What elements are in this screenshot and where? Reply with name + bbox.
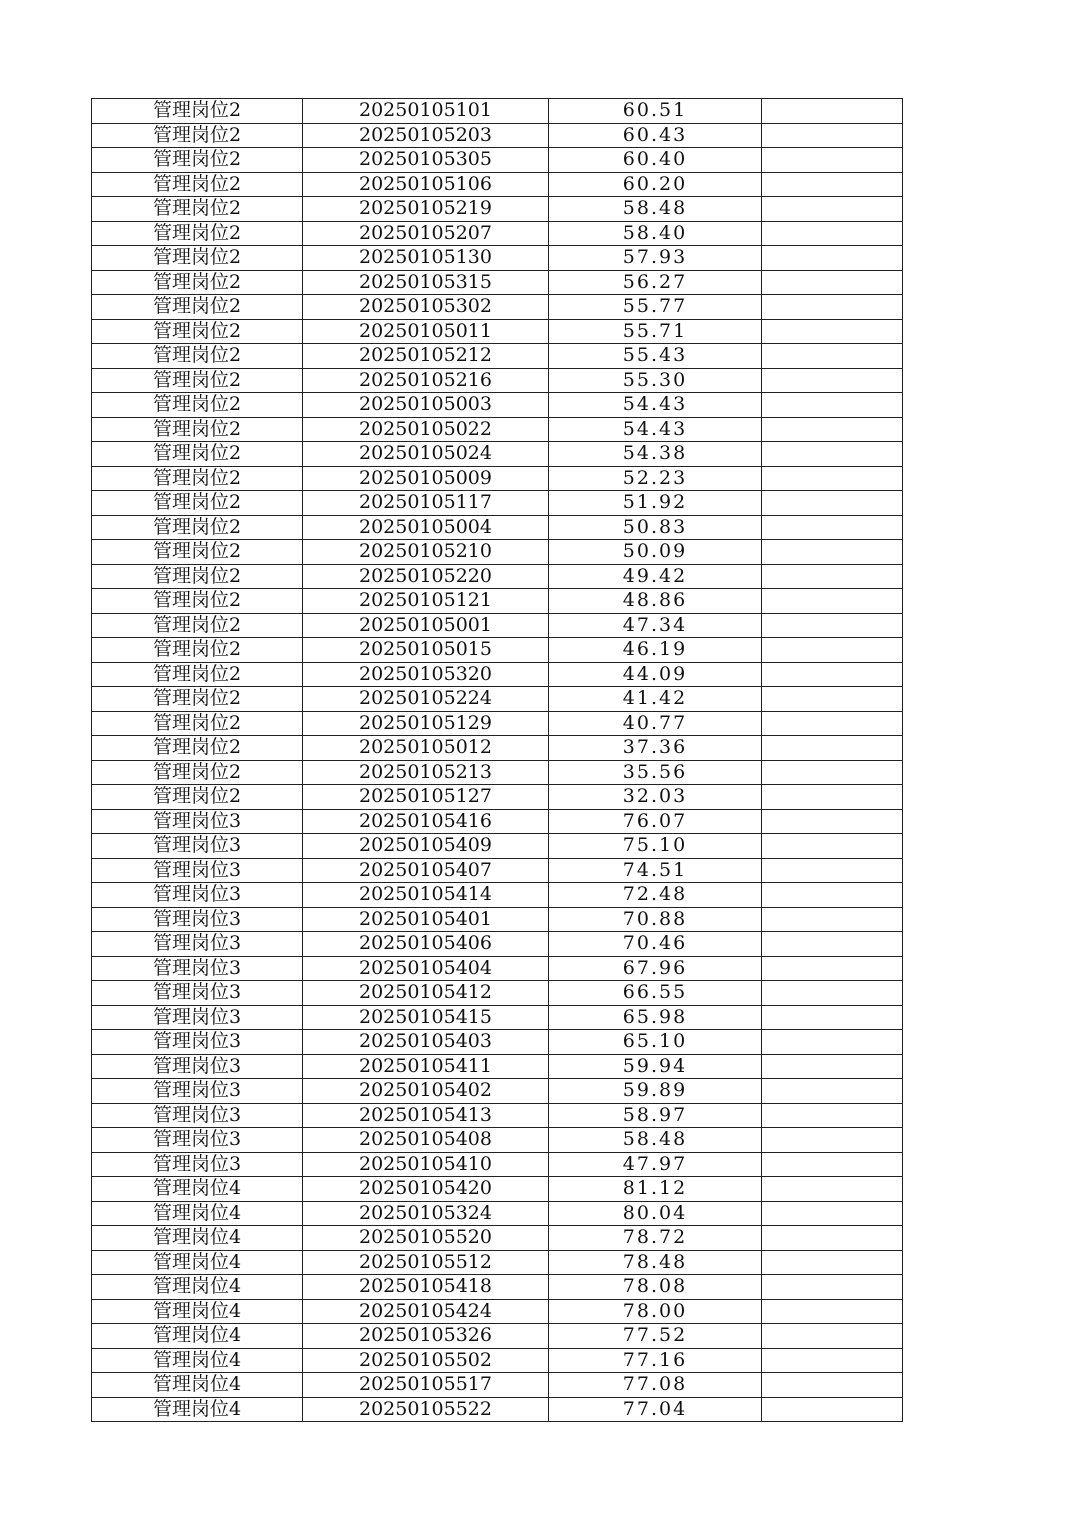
note-cell (762, 246, 903, 271)
exam-id-cell: 20250105326 (303, 1324, 549, 1349)
post-cell: 管理岗位2 (92, 99, 303, 124)
table-row (92, 295, 903, 320)
post-cell: 管理岗位4 (92, 1226, 303, 1251)
score-cell: 78.48 (549, 1250, 762, 1275)
table-row (92, 417, 903, 442)
score-cell: 55.43 (549, 344, 762, 369)
table-row (92, 1152, 903, 1177)
post-cell: 管理岗位2 (92, 344, 303, 369)
score-cell: 54.43 (549, 393, 762, 418)
post-cell: 管理岗位2 (92, 711, 303, 736)
exam-id-cell: 20250105324 (303, 1201, 549, 1226)
table-row (92, 172, 903, 197)
post-cell: 管理岗位2 (92, 736, 303, 761)
table-row (92, 1201, 903, 1226)
table-row (92, 1054, 903, 1079)
note-cell (762, 1177, 903, 1202)
post-cell: 管理岗位3 (92, 883, 303, 908)
note-cell (762, 221, 903, 246)
exam-id-cell: 20250105213 (303, 760, 549, 785)
exam-id-cell: 20250105406 (303, 932, 549, 957)
note-cell (762, 662, 903, 687)
note-cell (762, 295, 903, 320)
post-cell: 管理岗位4 (92, 1250, 303, 1275)
score-cell: 54.43 (549, 417, 762, 442)
score-cell: 52.23 (549, 466, 762, 491)
note-cell (762, 1103, 903, 1128)
note-cell (762, 515, 903, 540)
score-cell: 67.96 (549, 956, 762, 981)
note-cell (762, 858, 903, 883)
exam-id-cell: 20250105207 (303, 221, 549, 246)
score-cell: 70.46 (549, 932, 762, 957)
score-cell: 50.83 (549, 515, 762, 540)
score-cell: 60.43 (549, 123, 762, 148)
exam-id-cell: 20250105408 (303, 1128, 549, 1153)
note-cell (762, 417, 903, 442)
note-cell (762, 1226, 903, 1251)
score-cell: 55.30 (549, 368, 762, 393)
post-cell: 管理岗位3 (92, 834, 303, 859)
note-cell (762, 1275, 903, 1300)
table-row (92, 148, 903, 173)
note-cell (762, 1324, 903, 1349)
table-row (92, 711, 903, 736)
score-cell: 50.09 (549, 540, 762, 565)
note-cell (762, 785, 903, 810)
score-cell: 57.93 (549, 246, 762, 271)
table-row (92, 883, 903, 908)
note-cell (762, 1005, 903, 1030)
score-cell: 74.51 (549, 858, 762, 883)
exam-id-cell: 20250105424 (303, 1299, 549, 1324)
post-cell: 管理岗位2 (92, 564, 303, 589)
note-cell (762, 564, 903, 589)
exam-id-cell: 20250105320 (303, 662, 549, 687)
note-cell (762, 907, 903, 932)
note-cell (762, 834, 903, 859)
exam-id-cell: 20250105106 (303, 172, 549, 197)
exam-id-cell: 20250105012 (303, 736, 549, 761)
note-cell (762, 638, 903, 663)
note-cell (762, 1128, 903, 1153)
score-cell: 44.09 (549, 662, 762, 687)
exam-id-cell: 20250105512 (303, 1250, 549, 1275)
exam-id-cell: 20250105420 (303, 1177, 549, 1202)
note-cell (762, 148, 903, 173)
post-cell: 管理岗位2 (92, 172, 303, 197)
table-row (92, 1226, 903, 1251)
note-cell (762, 491, 903, 516)
exam-id-cell: 20250105409 (303, 834, 549, 859)
table-row (92, 1250, 903, 1275)
post-cell: 管理岗位2 (92, 662, 303, 687)
exam-id-cell: 20250105315 (303, 270, 549, 295)
score-cell: 77.52 (549, 1324, 762, 1349)
post-cell: 管理岗位2 (92, 295, 303, 320)
table-row (92, 809, 903, 834)
table-row (92, 344, 903, 369)
exam-id-cell: 20250105418 (303, 1275, 549, 1300)
score-cell: 60.20 (549, 172, 762, 197)
exam-id-cell: 20250105015 (303, 638, 549, 663)
post-cell: 管理岗位3 (92, 1054, 303, 1079)
table-row (92, 613, 903, 638)
note-cell (762, 1054, 903, 1079)
score-cell: 58.48 (549, 1128, 762, 1153)
note-cell (762, 981, 903, 1006)
post-cell: 管理岗位4 (92, 1299, 303, 1324)
score-cell: 78.00 (549, 1299, 762, 1324)
score-cell: 37.36 (549, 736, 762, 761)
table-row (92, 760, 903, 785)
table-row (92, 123, 903, 148)
note-cell (762, 442, 903, 467)
exam-id-cell: 20250105404 (303, 956, 549, 981)
exam-id-cell: 20250105130 (303, 246, 549, 271)
post-cell: 管理岗位3 (92, 1005, 303, 1030)
post-cell: 管理岗位4 (92, 1397, 303, 1422)
score-table (91, 98, 903, 1422)
score-cell: 55.77 (549, 295, 762, 320)
exam-id-cell: 20250105219 (303, 197, 549, 222)
note-cell (762, 589, 903, 614)
note-cell (762, 736, 903, 761)
post-cell: 管理岗位4 (92, 1373, 303, 1398)
note-cell (762, 466, 903, 491)
post-cell: 管理岗位3 (92, 1030, 303, 1055)
post-cell: 管理岗位4 (92, 1177, 303, 1202)
score-cell: 47.97 (549, 1152, 762, 1177)
exam-id-cell: 20250105127 (303, 785, 549, 810)
exam-id-cell: 20250105216 (303, 368, 549, 393)
score-cell: 65.98 (549, 1005, 762, 1030)
post-cell: 管理岗位2 (92, 393, 303, 418)
table-row (92, 687, 903, 712)
table-row (92, 1324, 903, 1349)
table-row (92, 858, 903, 883)
exam-id-cell: 20250105305 (303, 148, 549, 173)
post-cell: 管理岗位3 (92, 981, 303, 1006)
exam-id-cell: 20250105129 (303, 711, 549, 736)
table-row (92, 246, 903, 271)
table-row (92, 319, 903, 344)
exam-id-cell: 20250105411 (303, 1054, 549, 1079)
post-cell: 管理岗位2 (92, 515, 303, 540)
score-cell: 78.08 (549, 1275, 762, 1300)
table-row (92, 221, 903, 246)
score-cell: 54.38 (549, 442, 762, 467)
table-row (92, 785, 903, 810)
score-cell: 77.08 (549, 1373, 762, 1398)
score-cell: 59.94 (549, 1054, 762, 1079)
exam-id-cell: 20250105224 (303, 687, 549, 712)
table-row (92, 99, 903, 124)
note-cell (762, 368, 903, 393)
score-cell: 80.04 (549, 1201, 762, 1226)
post-cell: 管理岗位2 (92, 638, 303, 663)
score-cell: 78.72 (549, 1226, 762, 1251)
exam-id-cell: 20250105022 (303, 417, 549, 442)
table-row (92, 1103, 903, 1128)
note-cell (762, 270, 903, 295)
post-cell: 管理岗位2 (92, 270, 303, 295)
score-cell: 81.12 (549, 1177, 762, 1202)
note-cell (762, 197, 903, 222)
exam-id-cell: 20250105024 (303, 442, 549, 467)
exam-id-cell: 20250105220 (303, 564, 549, 589)
score-cell: 58.40 (549, 221, 762, 246)
table-row (92, 491, 903, 516)
note-cell (762, 540, 903, 565)
exam-id-cell: 20250105402 (303, 1079, 549, 1104)
post-cell: 管理岗位2 (92, 148, 303, 173)
score-cell: 72.48 (549, 883, 762, 908)
table-row (92, 1079, 903, 1104)
exam-id-cell: 20250105414 (303, 883, 549, 908)
score-cell: 56.27 (549, 270, 762, 295)
post-cell: 管理岗位3 (92, 809, 303, 834)
exam-id-cell: 20250105415 (303, 1005, 549, 1030)
post-cell: 管理岗位2 (92, 466, 303, 491)
note-cell (762, 1348, 903, 1373)
score-cell: 59.89 (549, 1079, 762, 1104)
score-cell: 60.51 (549, 99, 762, 124)
table-row (92, 515, 903, 540)
note-cell (762, 1079, 903, 1104)
table-row (92, 1005, 903, 1030)
post-cell: 管理岗位3 (92, 932, 303, 957)
post-cell: 管理岗位2 (92, 221, 303, 246)
exam-id-cell: 20250105011 (303, 319, 549, 344)
table-row (92, 442, 903, 467)
note-cell (762, 123, 903, 148)
table-row (92, 956, 903, 981)
note-cell (762, 99, 903, 124)
table-row (92, 1299, 903, 1324)
note-cell (762, 1373, 903, 1398)
exam-id-cell: 20250105203 (303, 123, 549, 148)
post-cell: 管理岗位2 (92, 785, 303, 810)
post-cell: 管理岗位4 (92, 1324, 303, 1349)
table-row (92, 1030, 903, 1055)
exam-id-cell: 20250105001 (303, 613, 549, 638)
score-cell: 41.42 (549, 687, 762, 712)
post-cell: 管理岗位2 (92, 687, 303, 712)
note-cell (762, 613, 903, 638)
note-cell (762, 956, 903, 981)
score-cell: 66.55 (549, 981, 762, 1006)
note-cell (762, 1250, 903, 1275)
exam-id-cell: 20250105101 (303, 99, 549, 124)
table-row (92, 907, 903, 932)
exam-id-cell: 20250105517 (303, 1373, 549, 1398)
score-cell: 47.34 (549, 613, 762, 638)
table-row (92, 270, 903, 295)
post-cell: 管理岗位3 (92, 858, 303, 883)
exam-id-cell: 20250105212 (303, 344, 549, 369)
score-cell: 58.97 (549, 1103, 762, 1128)
note-cell (762, 711, 903, 736)
score-cell: 46.19 (549, 638, 762, 663)
score-cell: 49.42 (549, 564, 762, 589)
score-cell: 60.40 (549, 148, 762, 173)
table-row (92, 564, 903, 589)
exam-id-cell: 20250105401 (303, 907, 549, 932)
post-cell: 管理岗位3 (92, 1079, 303, 1104)
post-cell: 管理岗位2 (92, 540, 303, 565)
note-cell (762, 932, 903, 957)
table-row (92, 1275, 903, 1300)
table-row (92, 736, 903, 761)
table-row (92, 1348, 903, 1373)
note-cell (762, 809, 903, 834)
exam-id-cell: 20250105403 (303, 1030, 549, 1055)
score-cell: 77.16 (549, 1348, 762, 1373)
exam-id-cell: 20250105416 (303, 809, 549, 834)
exam-id-cell: 20250105410 (303, 1152, 549, 1177)
exam-id-cell: 20250105502 (303, 1348, 549, 1373)
table-row (92, 589, 903, 614)
score-cell: 75.10 (549, 834, 762, 859)
post-cell: 管理岗位3 (92, 907, 303, 932)
note-cell (762, 172, 903, 197)
exam-id-cell: 20250105412 (303, 981, 549, 1006)
note-cell (762, 1030, 903, 1055)
score-cell: 55.71 (549, 319, 762, 344)
exam-id-cell: 20250105210 (303, 540, 549, 565)
score-cell: 76.07 (549, 809, 762, 834)
score-cell: 65.10 (549, 1030, 762, 1055)
exam-id-cell: 20250105413 (303, 1103, 549, 1128)
table-body (92, 99, 903, 1422)
note-cell (762, 319, 903, 344)
post-cell: 管理岗位4 (92, 1201, 303, 1226)
table-row (92, 1177, 903, 1202)
post-cell: 管理岗位2 (92, 197, 303, 222)
post-cell: 管理岗位2 (92, 368, 303, 393)
note-cell (762, 760, 903, 785)
post-cell: 管理岗位4 (92, 1275, 303, 1300)
post-cell: 管理岗位2 (92, 246, 303, 271)
score-cell: 58.48 (549, 197, 762, 222)
note-cell (762, 1152, 903, 1177)
table-row (92, 197, 903, 222)
exam-id-cell: 20250105302 (303, 295, 549, 320)
score-cell: 48.86 (549, 589, 762, 614)
table-row (92, 1128, 903, 1153)
score-cell: 77.04 (549, 1397, 762, 1422)
note-cell (762, 687, 903, 712)
table-row (92, 1373, 903, 1398)
exam-id-cell: 20250105117 (303, 491, 549, 516)
exam-id-cell: 20250105407 (303, 858, 549, 883)
post-cell: 管理岗位3 (92, 1128, 303, 1153)
score-cell: 40.77 (549, 711, 762, 736)
exam-id-cell: 20250105009 (303, 466, 549, 491)
note-cell (762, 393, 903, 418)
post-cell: 管理岗位2 (92, 319, 303, 344)
table-row (92, 834, 903, 859)
table-row (92, 393, 903, 418)
exam-id-cell: 20250105003 (303, 393, 549, 418)
table-row (92, 932, 903, 957)
exam-id-cell: 20250105004 (303, 515, 549, 540)
post-cell: 管理岗位2 (92, 613, 303, 638)
table-row (92, 638, 903, 663)
score-cell: 70.88 (549, 907, 762, 932)
note-cell (762, 1397, 903, 1422)
table-row (92, 368, 903, 393)
post-cell: 管理岗位3 (92, 1152, 303, 1177)
post-cell: 管理岗位2 (92, 417, 303, 442)
table-row (92, 540, 903, 565)
table-row (92, 466, 903, 491)
post-cell: 管理岗位3 (92, 956, 303, 981)
exam-id-cell: 20250105520 (303, 1226, 549, 1251)
note-cell (762, 344, 903, 369)
note-cell (762, 1201, 903, 1226)
score-cell: 51.92 (549, 491, 762, 516)
post-cell: 管理岗位2 (92, 123, 303, 148)
post-cell: 管理岗位2 (92, 442, 303, 467)
note-cell (762, 1299, 903, 1324)
post-cell: 管理岗位2 (92, 491, 303, 516)
post-cell: 管理岗位2 (92, 589, 303, 614)
table-row (92, 662, 903, 687)
score-cell: 35.56 (549, 760, 762, 785)
exam-id-cell: 20250105121 (303, 589, 549, 614)
post-cell: 管理岗位4 (92, 1348, 303, 1373)
exam-id-cell: 20250105522 (303, 1397, 549, 1422)
table-row (92, 1397, 903, 1422)
table-row (92, 981, 903, 1006)
score-cell: 32.03 (549, 785, 762, 810)
note-cell (762, 883, 903, 908)
post-cell: 管理岗位2 (92, 760, 303, 785)
post-cell: 管理岗位3 (92, 1103, 303, 1128)
